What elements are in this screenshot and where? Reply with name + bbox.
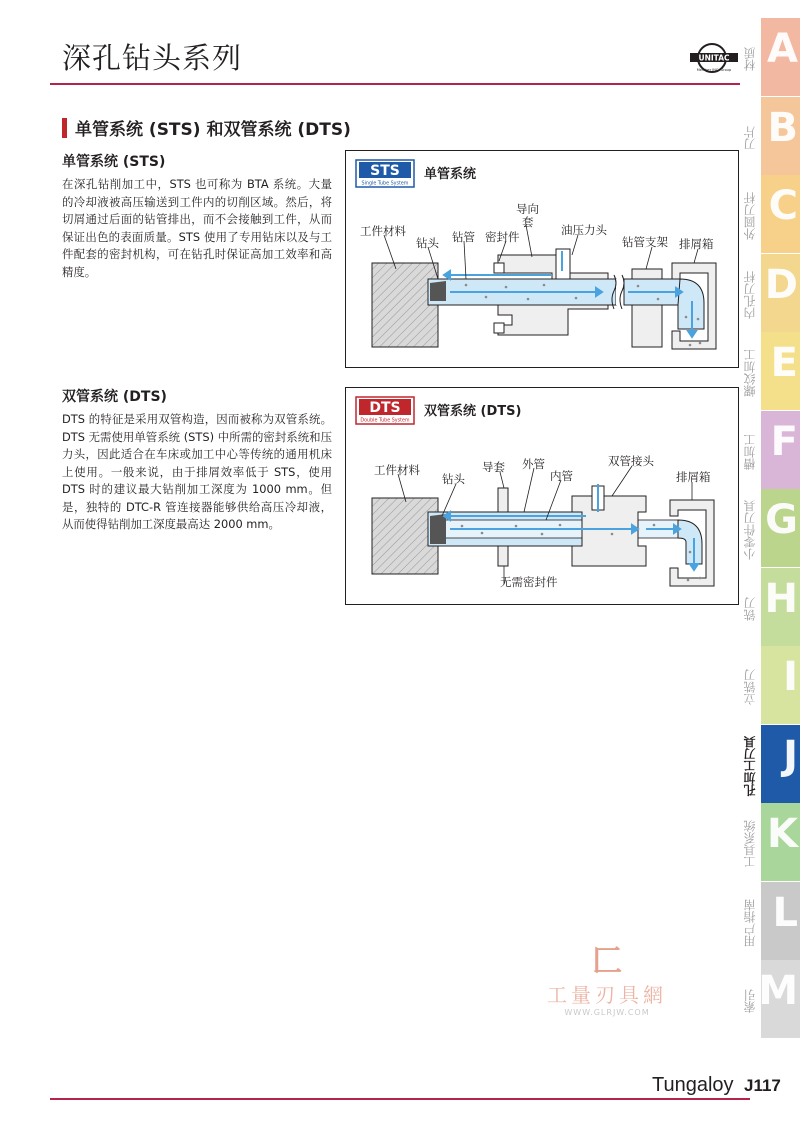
chapter-tab-label: 用户指南: [743, 898, 757, 947]
dts-paragraph: DTS 的特征是采用双管构造，因而被称为双管系统。DTS 无需使用单管系统 (STS) 中所需的密封系统和压力头，因此适合在车床或加工中心等传统的通用机床上使用。一般来说，由于排屑效率低于 STS，使用 DTS 时的建议最大钻削加工深度为 1000 mm。但是，独特的 DTC-R 管连接器能够供给高压冷却液，从而使得钻削加工深度最高达 2000 mm。: [62, 412, 332, 531]
dts-heading: 双管系统 (DTS): [62, 389, 167, 405]
chapter-tab-c[interactable]: [743, 175, 800, 253]
chapter-tab-letter: E: [770, 340, 798, 386]
chapter-tab-label: 小零件刀具: [743, 500, 757, 560]
sts-label-seal: 密封件: [485, 230, 520, 244]
chapter-tab-f[interactable]: [743, 411, 800, 489]
chapter-tab-label: 刀片: [743, 125, 757, 150]
section-title: 单管系统 (STS) 和双管系统 (DTS): [75, 120, 351, 140]
chapter-tab-letter: L: [772, 889, 798, 936]
page-number: J117: [744, 1076, 781, 1095]
sts-paragraph: 在深孔钻削加工中，STS 也可称为 BTA 系统。大量的冷却液被高压输送到工件内的切削区域。然后，将切屑通过后面的钻管排出，而不会接触到工件，从而保证出色的表面质量。STS 使用了专用钻床以及与工件配套的密封机构，可在钻孔时保证高加工效率和高精度。: [62, 177, 332, 279]
chapter-tab-m[interactable]: [743, 960, 800, 1038]
dts-badge-subtext: Double Tube System: [360, 418, 410, 424]
page-title: 深孔钻头系列: [62, 41, 243, 75]
chapter-tab-d[interactable]: [743, 254, 800, 332]
chapter-tab-label: 螺纹加工: [743, 349, 757, 397]
dts-badge-text: DTS: [369, 400, 401, 416]
watermark-text: 工量刃具網: [547, 983, 667, 1007]
chapter-tab-h[interactable]: [743, 568, 800, 646]
dts-label-inner-tube: 内管: [550, 469, 573, 483]
sts-badge-subtext: Single Tube System: [361, 181, 409, 187]
chapter-tab-j[interactable]: [743, 725, 800, 803]
brand-name: Tungaloy: [652, 1074, 734, 1096]
sts-label-drill-head: 钻头: [416, 236, 439, 250]
chapter-tab-b[interactable]: [743, 97, 800, 175]
chapter-tab-label: 槽加工: [743, 433, 757, 470]
unitac-logo: [688, 40, 740, 76]
dts-label-no-seal: 无需密封件: [500, 575, 558, 589]
chapter-tab-label: 铣刀: [743, 596, 757, 621]
chapter-tab-letter: I: [783, 654, 798, 700]
chapter-tab-letter: M: [758, 968, 798, 1014]
dts-drill-head: [430, 514, 446, 544]
chapter-tab-letter: G: [765, 497, 798, 543]
chapter-tab-a[interactable]: [743, 18, 800, 96]
dts-label-connector: 双管接头: [608, 454, 654, 468]
sts-label-pressure-head: 油压力头: [561, 223, 607, 237]
watermark-url: WWW.GLRJW.COM: [564, 1008, 650, 1017]
chapter-tab-label: 内孔刀杆: [743, 270, 757, 319]
logo-subtext: Member INC. Group: [696, 68, 732, 72]
section-marker: [62, 118, 67, 138]
chapter-tab-label: 索引: [743, 989, 757, 1013]
dts-tubes: [428, 512, 702, 564]
chapter-tab-letter: F: [770, 418, 798, 465]
sts-label-drill-tube: 钻管: [452, 230, 475, 244]
sts-label-chip-box: 排屑箱: [679, 237, 714, 251]
chapter-tab-g[interactable]: [743, 489, 800, 567]
dts-label-chip-box: 排屑箱: [676, 470, 711, 484]
watermark: [537, 945, 677, 1017]
chapter-tab-letter: C: [768, 183, 798, 229]
sts-badge: [356, 160, 414, 187]
sts-heading: 单管系统 (STS): [62, 154, 166, 170]
dts-label-outer-tube: 外管: [522, 457, 545, 471]
chapter-tab-letter: D: [764, 261, 798, 308]
chapter-tab-label: 外圆刀杆: [743, 192, 757, 240]
dts-label-guide: 导套: [482, 460, 505, 474]
sts-drill-head: [430, 281, 446, 301]
dts-figure-title: 双管系统 (DTS): [424, 404, 522, 419]
dts-badge: [356, 397, 414, 424]
sts-label-guide-1: 导向: [516, 202, 539, 216]
chapter-tab-label: 工具系统: [743, 820, 757, 868]
sts-label-guide-2: 套: [522, 215, 534, 229]
sts-figure-title: 单管系统: [424, 167, 477, 182]
chapter-tab-label: 孔加工刀具: [743, 735, 757, 796]
chapter-tab-label: 材质: [743, 47, 757, 71]
chapter-tab-k[interactable]: [743, 803, 800, 881]
chapter-tab-l[interactable]: [743, 882, 800, 960]
section-heading: [62, 115, 351, 140]
chapter-tab-letter: K: [767, 811, 798, 857]
chapter-tab-letter: H: [764, 575, 798, 622]
dts-figure: [345, 387, 739, 605]
logo-text: UNITAC: [698, 53, 730, 63]
sts-badge-text: STS: [370, 163, 400, 179]
chapter-tab-letter: B: [767, 104, 798, 151]
sts-figure: [345, 150, 739, 368]
header-rule: [50, 83, 740, 85]
sts-label-tube-support: 钻管支架: [622, 235, 668, 249]
sts-label-workpiece: 工件材料: [360, 224, 406, 238]
dts-label-workpiece: 工件材料: [374, 463, 420, 477]
chapter-tab-label: 立铣刀: [743, 669, 757, 705]
dts-label-drill-head: 钻头: [442, 472, 465, 486]
chapter-tab-e[interactable]: [743, 332, 800, 410]
footer-rule: [50, 1098, 750, 1100]
chapter-tab-i[interactable]: [743, 646, 800, 724]
chapter-tab-letter: A: [767, 26, 798, 72]
chapter-tab-letter: J: [783, 732, 798, 779]
watermark-icon: 匚: [592, 944, 622, 979]
